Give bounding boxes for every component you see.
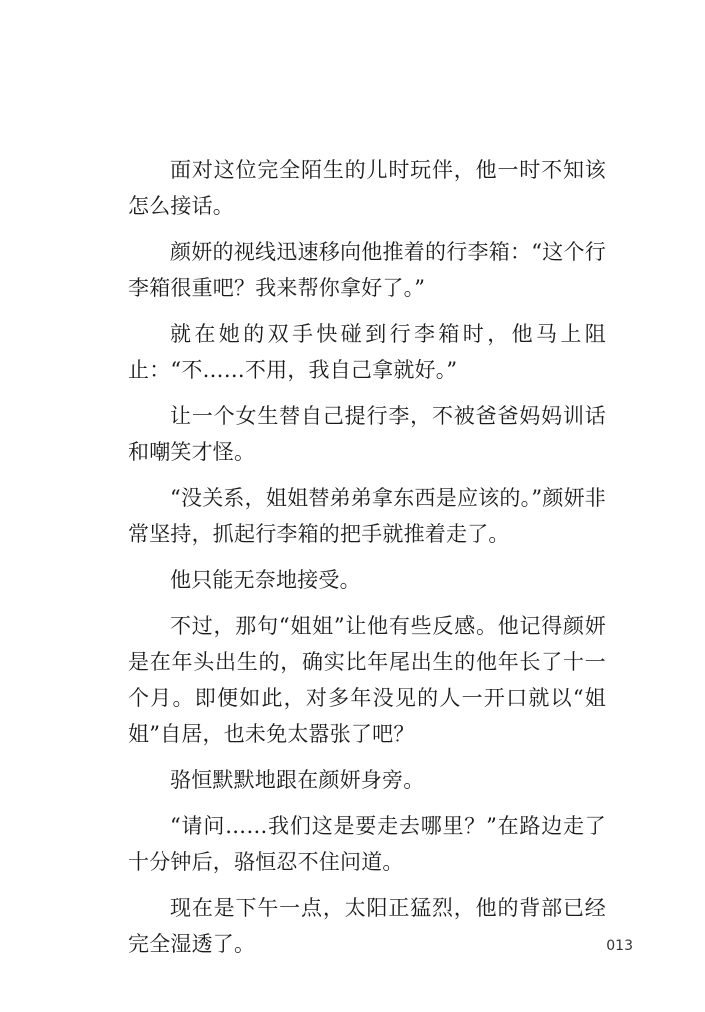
paragraph: 颜妍的视线迅速移向他推着的行李箱：“这个行李箱很重吧？我来帮你拿好了。” <box>128 240 606 300</box>
paragraph: “请问……我们这是要走去哪里？”在路边走了十分钟后，骆恒忍不住问道。 <box>128 814 606 874</box>
paragraph: 让一个女生替自己提行李，不被爸爸妈妈训话和嘲笑才怪。 <box>128 404 606 464</box>
body-text <box>128 152 606 972</box>
paragraph: 就在她的双手快碰到行李箱时，他马上阻止：“不……不用，我自己拿就好。” <box>128 322 606 382</box>
paragraph: 现在是下午一点，太阳正猛烈，他的背部已经完全湿透了。 <box>128 896 606 956</box>
page-number: 013 <box>606 938 633 954</box>
paragraph: 不过，那句“姐姐”让他有些反感。他记得颜妍是在年头出生的，确实比年尾出生的他年长了十一个月。即便如此，对多年没见的人一开口就以“姐姐”自居，也未免太嚣张了吧？ <box>128 614 606 746</box>
paragraph: “没关系，姐姐替弟弟拿东西是应该的。”颜妍非常坚持，抓起行李箱的把手就推着走了。 <box>128 486 606 546</box>
paragraph: 他只能无奈地接受。 <box>170 568 361 592</box>
paragraph: 骆恒默默地跟在颜妍身旁。 <box>170 768 425 792</box>
paragraph: 面对这位完全陌生的儿时玩伴，他一时不知该怎么接话。 <box>128 158 606 218</box>
